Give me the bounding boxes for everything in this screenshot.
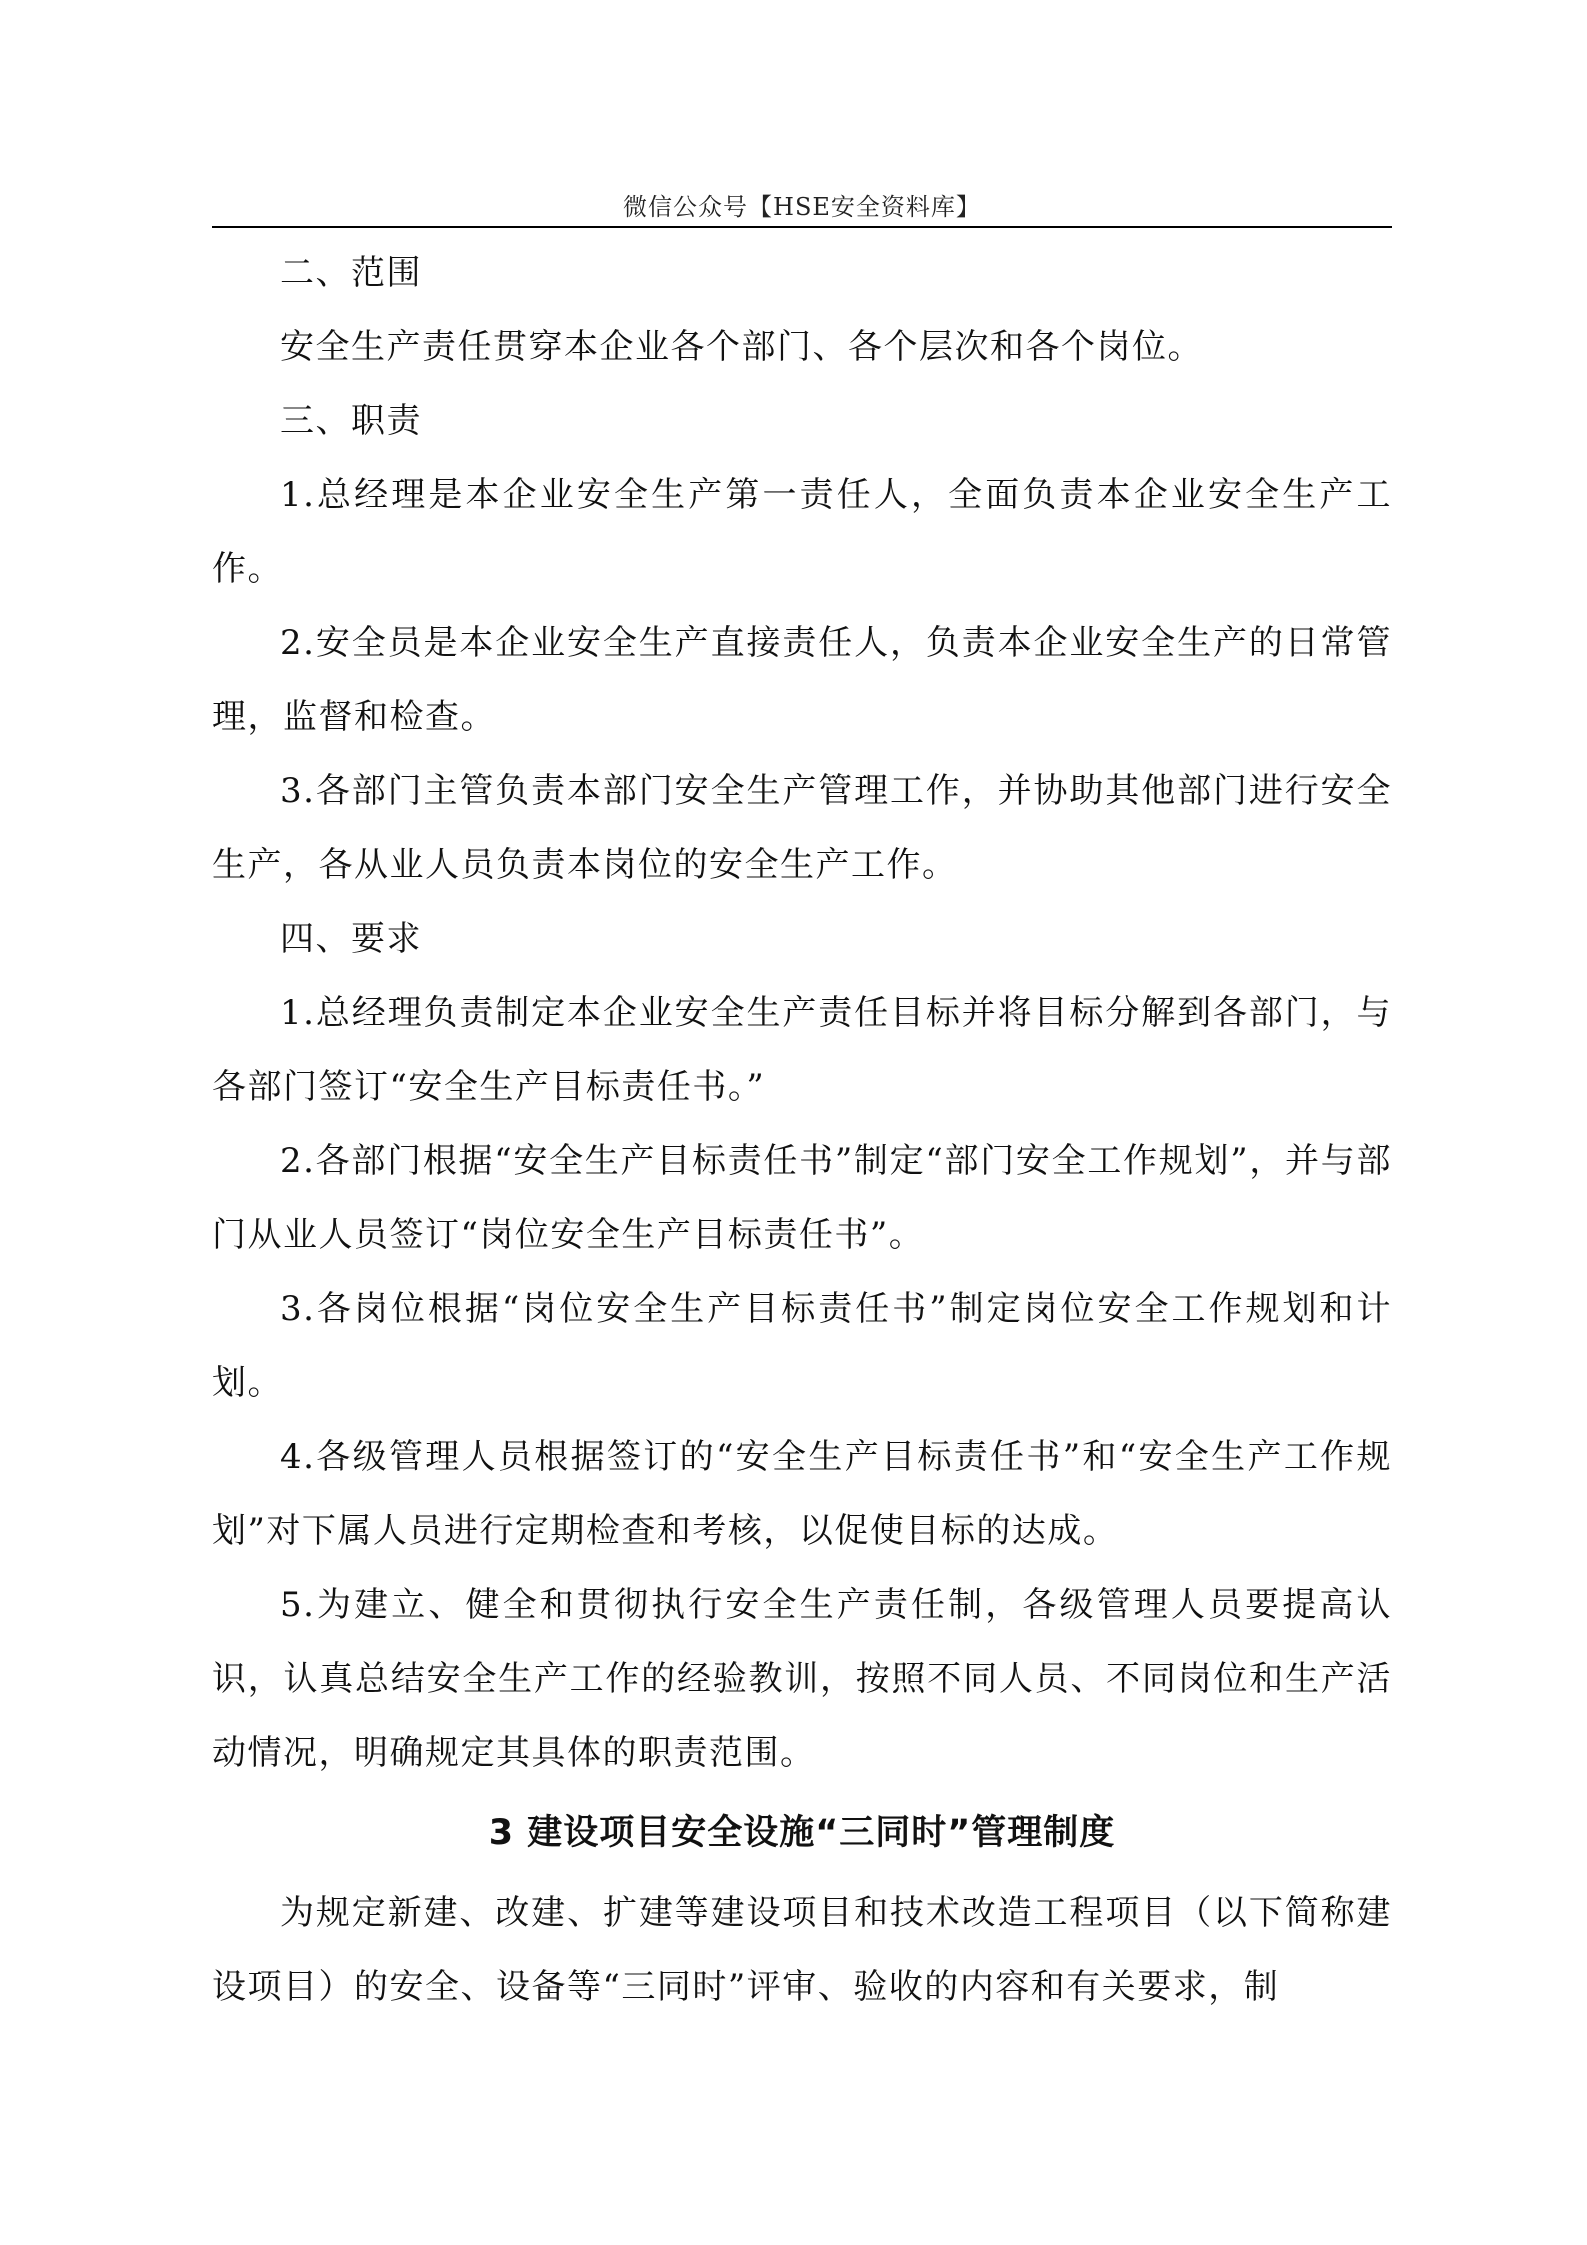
duty-item-2: 2.安全员是本企业安全生产直接责任人，负责本企业安全生产的日常管理，监督和检查。: [212, 623, 1392, 737]
requirement-item-4: 4.各级管理人员根据签订的“安全生产目标责任书”和“安全生产工作规划”对下属人员进行定期检查和考核，以促使目标的达成。: [212, 1437, 1392, 1551]
heading-duties: 三、职责: [280, 401, 422, 441]
header-divider: [212, 226, 1392, 228]
requirement-item-5: 5.为建立、健全和贯彻执行安全生产责任制，各级管理人员要提高认识，认真总结安全生产工作的经验教训，按照不同人员、不同岗位和生产活动情况，明确规定其具体的职责范围。: [212, 1585, 1392, 1773]
page-header: 微信公众号【HSE安全资料库】: [623, 193, 981, 221]
paragraph-scope: 安全生产责任贯穿本企业各个部门、各个层次和各个岗位。: [280, 327, 1203, 367]
duty-item-3: 3.各部门主管负责本部门安全生产管理工作，并协助其他部门进行安全生产，各从业人员负责本岗位的安全生产工作。: [212, 771, 1392, 885]
document-body: [212, 236, 1392, 2024]
section-title: 3 建设项目安全设施“三同时”管理制度: [488, 1813, 1116, 1853]
heading-requirements: 四、要求: [280, 919, 422, 959]
requirement-item-1: 1.总经理负责制定本企业安全生产责任目标并将目标分解到各部门，与各部门签订“安全生产目标责任书。”: [212, 993, 1392, 1107]
duty-item-1: 1.总经理是本企业安全生产第一责任人，全面负责本企业安全生产工作。: [212, 475, 1392, 589]
section-intro-paragraph: 为规定新建、改建、扩建等建设项目和技术改造工程项目（以下简称建设项目）的安全、设备等“三同时”评审、验收的内容和有关要求，制: [212, 1893, 1392, 2007]
heading-scope: 二、范围: [280, 253, 422, 293]
requirement-item-2: 2.各部门根据“安全生产目标责任书”制定“部门安全工作规划”，并与部门从业人员签订“岗位安全生产目标责任书”。: [212, 1141, 1392, 1255]
requirement-item-3: 3.各岗位根据“岗位安全生产目标责任书”制定岗位安全工作规划和计划。: [212, 1289, 1392, 1403]
